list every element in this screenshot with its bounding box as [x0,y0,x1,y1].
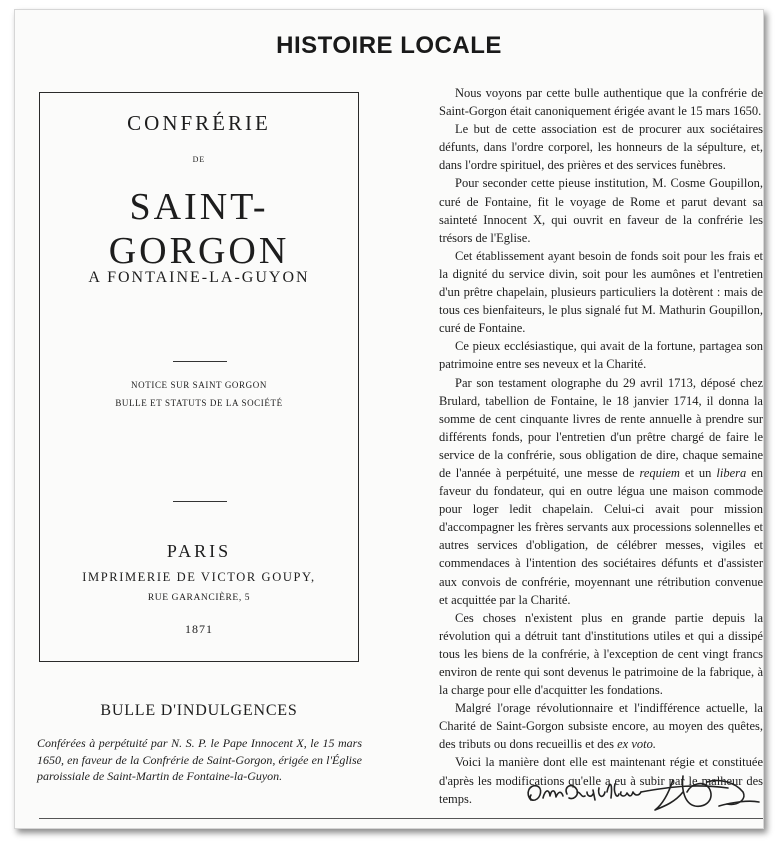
article-paragraph: Le but de cette association est de procurer aux sociétaires défunts, dans l'ordre corporel, les honneurs de la sépulture, et, dans l'ordre spirituel, des prières et des services funèbres. [439,122,763,173]
italic-term: requiem [639,465,680,480]
paragraph-text: Par son testament olographe du 29 avril 1713, déposé chez Brulard, tabellion de Fontaine, le 18 janvier 1714, il donna la somme de cent cinquante livres de rente annuelle à prendre sur différents fonds, pour l'entretien d'un prêtre chargé de faire le service de la confrérie, sous obligation de dire, chaque semaine de l'année à perpétuité, une messe de [439,375,763,480]
title-divider [173,501,227,502]
title-divider [173,361,227,362]
article-paragraph: Nous voyons par cette bulle authentique que la confrérie de Saint-Gorgon était canoniquement érigée avant le 15 mars 1650. [439,86,763,119]
title-year: 1871 [185,622,213,636]
title-printer: IMPRIMERIE DE VICTOR GOUPY, [82,570,316,584]
title-city: PARIS [166,541,232,561]
title-fontaine: A FONTAINE-LA-GUYON [88,269,310,286]
paragraph-text: et un [684,465,712,480]
article-paragraph: Pour seconder cette pieuse institution, M. Cosme Goupillon, curé de Fontaine, fit le voyage de Rome et parut devant sa sainteté Innocent X, qui ouvrit en faveur de la confrérie les trésors de l'Eglise. [439,176,763,245]
article-paragraph: Ces choses n'existent plus en grande partie depuis la révolution qui a détruit tant d'institutions utiles et qui a dissipé tous les biens de la confrérie, à l'exception de cent vingt francs environ de rente qui sont devenus le patrimoine de la fabrique, à la charge pour elle d'acquitter les fondations. [439,610,763,698]
title-confrerie: CONFRÉRIE [127,111,271,135]
title-notice: NOTICE SUR SAINT GORGON [131,380,267,390]
italic-term: libera [716,465,747,480]
bulle-heading: BULLE D'INDULGENCES [100,702,298,719]
page-title: HISTOIRE LOCALE [276,32,502,59]
bottom-rule [39,818,763,819]
article-paragraph [439,699,763,753]
paragraph-text: en faveur du fondateur, qui en outre légua une maison commode pour loger ledit chapelain. Celui-ci avait pour mission d'accompagner les frères servants aux processions solennelles et autres services d'obligation, de célébrer messes, vigiles et commendaces à l'intention des sociétaires défunts et d'assister aux convois de confrérie, moyennant une rétribution convenue et acquittée par la Charité. [439,465,764,607]
title-saint-gorgon: SAINT-GORGON [108,186,290,272]
article-paragraph: Cet établissement ayant besoin de fonds soit pour les frais et la dignité du service divin, soit pour les aumônes et l'entretien d'un prêtre chapelain, plusieurs particuliers la dotèrent : mais de tous ces bienfaiteurs, le plus signalé fut M. Mathurin Goupillon, curé de Fontaine. [439,248,763,336]
article-paragraph: Voici la manière dont elle est maintenant régie et constituée d'après les modifications qu'elle a eu à subir par le malheur des temps. [439,755,763,806]
title-page-reproduction [39,92,359,662]
handwritten-signature [523,762,763,817]
title-de: DE [192,155,206,164]
title-bulle-statuts: BULLE ET STATUTS DE LA SOCIÉTÉ [115,398,283,408]
article-body [439,84,763,808]
paragraph-text: Malgré l'orage révolutionnaire et l'indifférence actuelle, la Charité de Saint-Gorgon subsiste encore, au moyen des quêtes, des tributs ou dons recueillis et des [439,701,763,752]
article-paragraph [439,374,763,609]
document-page [14,9,764,829]
bulle-caption: Conférées à perpétuité par N. S. P. le Pape Innocent X, le 15 mars 1650, en faveur de la Confrérie de Saint-Gorgon, érigée en l'Église paroissiale de Saint-Martin de Fontaine-la-Guyon. [37,736,362,783]
article-paragraph: Ce pieux ecclésiastique, qui avait de la fortune, partagea son patrimoine entre ses neveux et la Charité. [439,339,763,372]
title-street: RUE GARANCIÈRE, 5 [147,593,251,603]
italic-term: ex voto. [617,737,656,752]
